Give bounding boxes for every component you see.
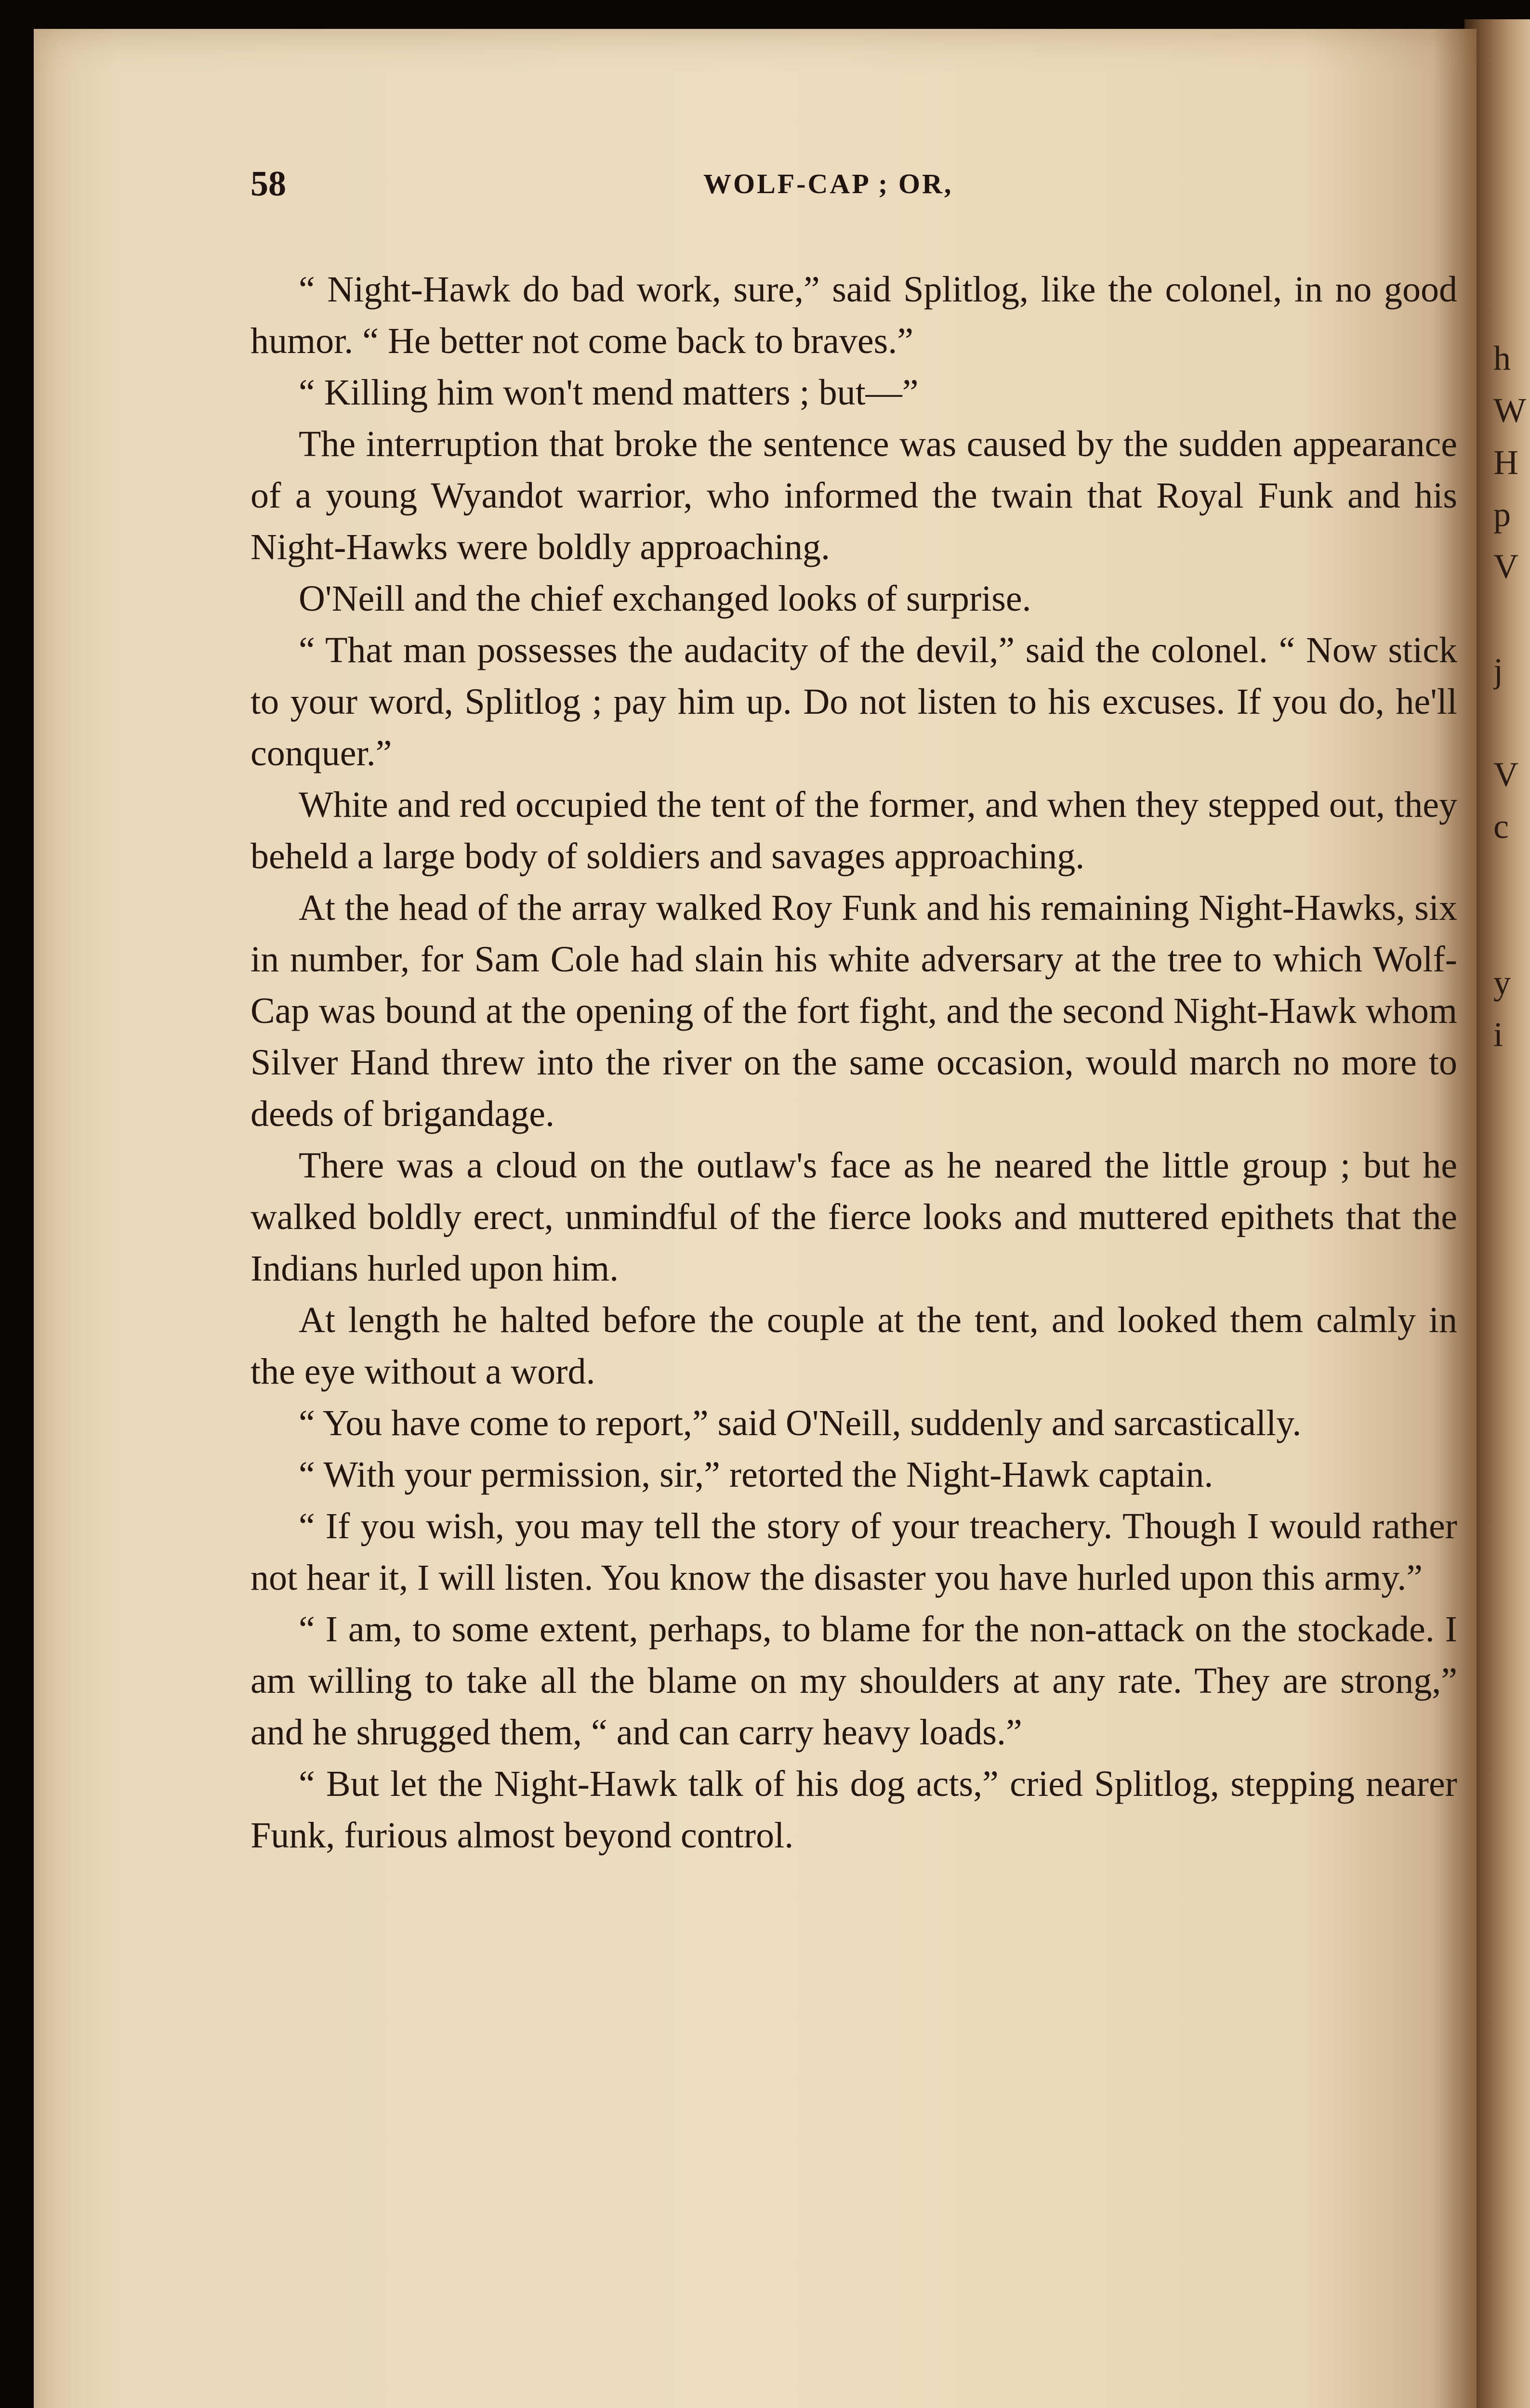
- paragraph: At the head of the array walked Roy Funk and his remaining Night-Hawks, six in number, for Sam Cole had slain his white adversary at the tree to which Wolf-Cap was bound at the opening of the fort fight, and the second Night-Hawk whom Silver Hand threw into the river on the same occasion, would march no more to deeds of brigandage.: [251, 888, 1457, 1134]
- adjacent-fragment: [1493, 852, 1530, 904]
- adjacent-fragment: p: [1493, 495, 1511, 534]
- paragraph: “ Night-Hawk do bad work, sure,” said Splitlog, like the colonel, in no good humor. “ He better not come back to braves.”: [251, 269, 1457, 361]
- paragraph: The interruption that broke the sentence was caused by the sudden appearance of a young Wyandot warrior, who informed the twain that Royal Funk and his Night-Hawks were boldly approaching.: [251, 424, 1457, 567]
- paragraph: At length he halted before the couple at the tent, and looked them calmly in the eye without a word.: [251, 1300, 1457, 1392]
- page-header: [251, 164, 1455, 217]
- adjacent-fragment: V: [1493, 547, 1518, 586]
- adjacent-fragment: [1493, 904, 1530, 956]
- adjacent-page-text: [1493, 332, 1530, 1060]
- adjacent-fragment: i: [1493, 1015, 1504, 1054]
- paragraph: O'Neill and the chief exchanged looks of surprise.: [299, 578, 1031, 619]
- adjacent-fragment: y: [1493, 963, 1511, 1002]
- page-number: 58: [251, 164, 286, 204]
- paragraph: White and red occupied the tent of the former, and when they stepped out, they beheld a large body of soldiers and savages approaching.: [251, 785, 1457, 877]
- running-head: WOLF-CAP ; OR,: [703, 168, 953, 199]
- adjacent-fragment: h: [1493, 339, 1511, 378]
- adjacent-fragment: [1493, 592, 1530, 644]
- paragraph: “ With your permission, sir,” retorted the Night-Hawk captain.: [299, 1454, 1213, 1495]
- adjacent-fragment: H: [1493, 443, 1518, 482]
- body-text: [251, 264, 1457, 1861]
- paragraph: “ Killing him won't mend matters ; but—”: [299, 372, 919, 413]
- paragraph: “ That man possesses the audacity of the devil,” said the colonel. “ Now stick to your word, Splitlog ; pay him up. Do not listen to his excuses. If you do, he'll conquer.”: [251, 630, 1457, 773]
- adjacent-fragment: [1493, 696, 1530, 748]
- paragraph: “ You have come to report,” said O'Neill, suddenly and sarcastically.: [299, 1403, 1302, 1443]
- adjacent-fragment: W: [1493, 391, 1526, 430]
- adjacent-fragment: V: [1493, 755, 1518, 794]
- paragraph: “ But let the Night-Hawk talk of his dog acts,” cried Splitlog, stepping nearer Funk, furious almost beyond control.: [251, 1764, 1457, 1856]
- paragraph: “ If you wish, you may tell the story of your treachery. Though I would rather not hear it, I will listen. You know the disaster you have hurled upon this army.”: [251, 1506, 1457, 1598]
- paragraph: “ I am, to some extent, perhaps, to blame for the non-attack on the stockade. I am willing to take all the blame on my shoulders at any rate. They are strong,” and he shrugged them, “ and can carry heavy loads.”: [251, 1609, 1457, 1753]
- adjacent-fragment: j: [1493, 651, 1504, 690]
- adjacent-fragment: c: [1493, 807, 1509, 846]
- paragraph: There was a cloud on the outlaw's face as he neared the little group ; but he walked boldly erect, unmindful of the fierce looks and muttered epithets that the Indians hurled upon him.: [251, 1145, 1457, 1289]
